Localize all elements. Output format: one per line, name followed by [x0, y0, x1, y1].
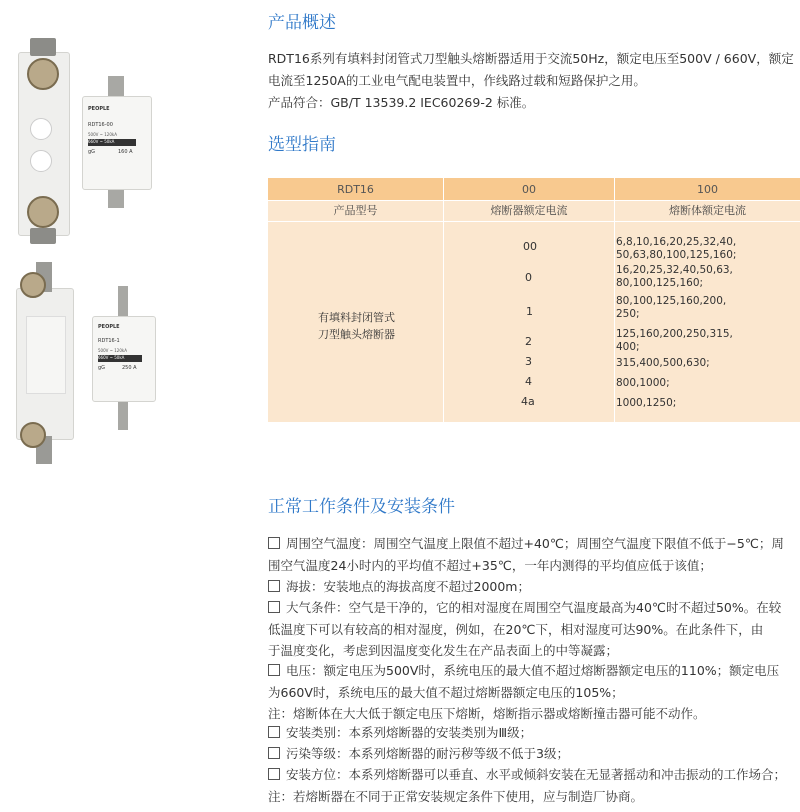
table-header-frame: 100 [615, 178, 800, 200]
size-4a: 4a [521, 395, 535, 408]
ratings-4a: 1000,1250; [616, 397, 677, 409]
checkbox-icon [268, 664, 280, 676]
table-subheader-model: 产品型号 [333, 204, 378, 217]
table-header-size: 00 [444, 178, 614, 200]
checkbox-icon [268, 747, 280, 759]
conditions-title: 正常工作条件及安装条件 [268, 497, 455, 517]
ratings-4: 800,1000; [616, 377, 670, 389]
condition-item-temperature: 周围空气温度：周围空气温度上限值不超过+40℃；周围空气温度下限值不低于−5℃；周 围空气温度24小时内的平均值不超过+35℃，一年内测得的平均值应低于该值； [268, 536, 784, 573]
size-3: 3 [525, 355, 532, 368]
checkbox-icon [268, 537, 280, 549]
table-header-model: RDT16 [268, 178, 443, 200]
selection-title: 选型指南 [268, 135, 336, 155]
ratings-2: 125,160,200,250,315, 400; [616, 328, 733, 353]
size-2: 2 [525, 335, 532, 348]
ratings-00: 6,8,10,16,20,25,32,40, 50,63,80,100,125,160; [616, 236, 737, 261]
overview-line-3: 产品符合：GB/T 13539.2 IEC60269-2 标准。 [268, 95, 535, 110]
checkbox-icon [268, 580, 280, 592]
label-current-1: 160 A [118, 149, 133, 155]
ratings-0: 16,20,25,32,40,50,63, 80,100,125,160; [616, 264, 733, 289]
label-spec1-2: 500V ~ 120kA [98, 348, 127, 353]
product-photos [0, 0, 240, 812]
condition-item-pollution: 污染等级：本系列熔断器的耐污秽等级不低于3级； [268, 743, 800, 765]
checkbox-icon [268, 768, 280, 780]
label-brand-1: PEOPLE [88, 106, 110, 112]
condition-item-voltage: 电压：额定电压为500V时，系统电压的最大值不超过熔断器额定电压的110%；额定电压 为660V时，系统电压的最大值不超过熔断器额定电压的105%； 注：熔断体在大大低于额定电压下熔断，熔断指示器或熔断撞击器可能不动作。 [268, 663, 780, 721]
overview-line-2: 电流至1250A的工业电气配电装置中，作线路过载和短路保护之用。 [268, 73, 646, 88]
product-name-line-1: 有填料封闭管式 [318, 311, 395, 324]
label-model-1: RDT16-00 [88, 122, 113, 128]
overview-title: 产品概述 [268, 13, 336, 33]
label-model-2: RDT16-1 [98, 338, 120, 344]
checkbox-icon [268, 601, 280, 613]
condition-item-atmosphere: 大气条件：空气是干净的，它的相对湿度在周围空气温度最高为40℃时不超过50%。在较 低温度下可以有较高的相对湿度，例如，在20℃下，相对湿度可达90%。在此条件下，由 于温度变化，考虑到因温度变化发生在产品表面上的中等凝露； [268, 600, 782, 658]
label-spec2-2: 660V ~ 50kA [98, 355, 142, 362]
label-spec1-1: 500V ~ 120kA [88, 132, 117, 137]
size-00: 00 [523, 240, 537, 253]
size-1: 1 [526, 305, 533, 318]
size-4: 4 [525, 375, 532, 388]
checkbox-icon [268, 726, 280, 738]
table-subheader-fuse-rating: 熔断器额定电流 [490, 204, 568, 217]
overview-line-1: RDT16系列有填料封闭管式刀型触头熔断器适用于交流50Hz，额定电压至500V / 660V，额定 [268, 51, 794, 66]
condition-item-install-category: 安装类别：本系列熔断器的安装类别为Ⅲ级； [268, 722, 800, 744]
ratings-3: 315,400,500,630; [616, 357, 710, 369]
selection-table [268, 178, 800, 422]
condition-item-orientation: 安装方位：本系列熔断器可以垂直、水平或倾斜安装在无显著摇动和冲击振动的工作场合； 注：若熔断器在不同于正常安装规定条件下使用，应与制造厂协商。 [268, 767, 787, 804]
label-current-2: 250 A [122, 365, 137, 371]
table-subheader-link-rating: 熔断体额定电流 [669, 204, 746, 217]
label-class-1: gG [88, 149, 96, 155]
label-brand-2: PEOPLE [98, 324, 120, 330]
label-spec2-1: 660V ~ 50kA [88, 139, 136, 146]
condition-item-altitude: 海拔：安装地点的海拔高度不超过2000m； [268, 576, 800, 598]
ratings-1: 80,100,125,160,200, 250; [616, 295, 727, 320]
product-name-line-2: 刀型触头熔断器 [318, 328, 395, 341]
label-class-2: gG [98, 365, 106, 371]
size-0: 0 [525, 271, 532, 284]
